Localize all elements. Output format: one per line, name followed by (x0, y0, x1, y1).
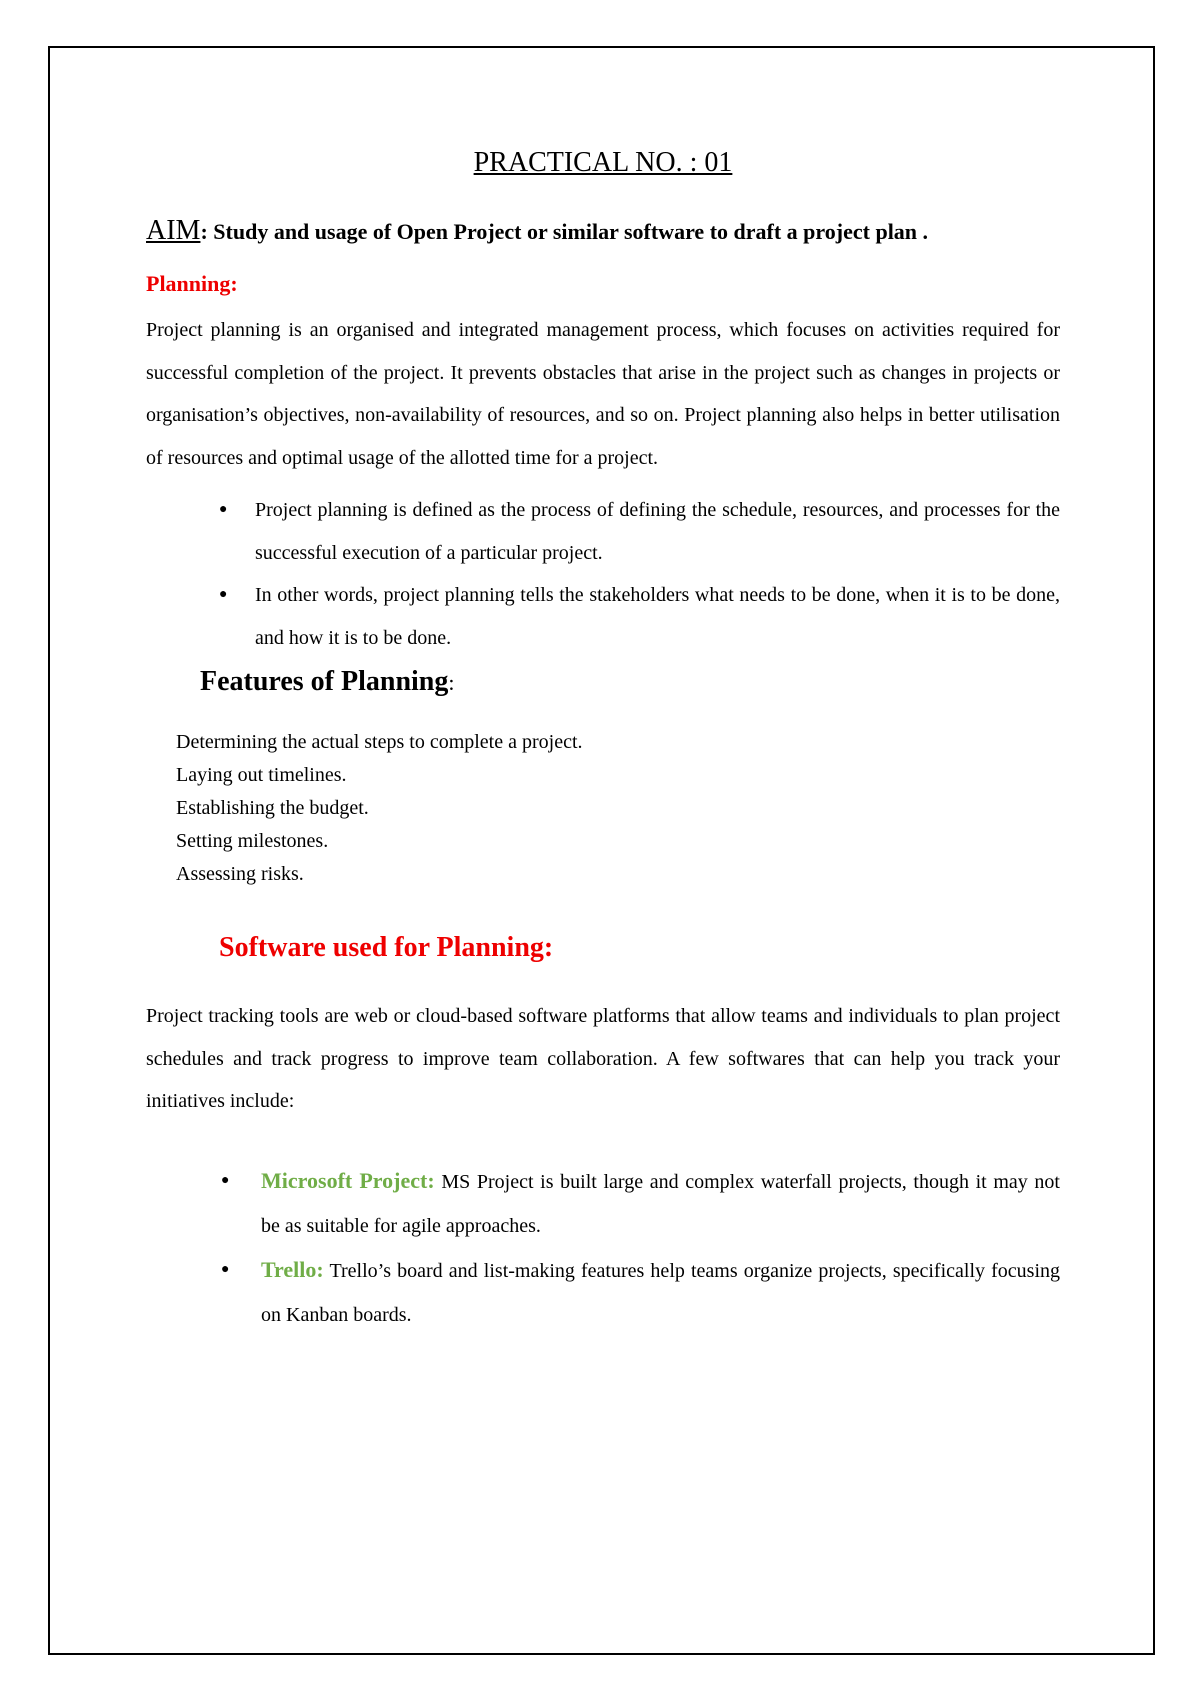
aim-label: AIM (146, 215, 201, 246)
list-item (221, 1248, 1060, 1337)
software-bullet-list (146, 1159, 1060, 1337)
features-list (176, 726, 1060, 891)
features-heading (200, 659, 1060, 706)
list-item: Determining the actual steps to complete a project. (176, 731, 583, 753)
planning-bullet-text: In other words, project planning tells the stakeholders what needs to be done, when it is to be done, and how it is to be done. (255, 584, 1060, 649)
tool-description: MS Project is built large and complex waterfall projects, though it may not be as suitable for agile approaches. (261, 1170, 1060, 1237)
features-heading-colon: : (448, 670, 455, 695)
bullet-icon: ● (221, 1261, 230, 1277)
software-paragraph: Project tracking tools are web or cloud-based software platforms that allow teams and individuals to plan project schedules and track progress to improve team collaboration. A few softwares that can help you track your initiatives include: (146, 1005, 1060, 1112)
aim-text: Study and usage of Open Project or similar software to draft a project plan . (207, 219, 929, 244)
aim-section (146, 212, 1060, 251)
tool-name-microsoft-project: Microsoft Project: (261, 1167, 435, 1193)
bullet-icon: ● (219, 502, 228, 517)
planning-paragraph: Project planning is an organised and integrated management process, which focuses on activities required for successful completion of the project. It prevents obstacles that arise in the project such as changes in projects or organisation’s objectives, non-availability of resources, and so on. Project planning also helps in better utilisation of resources and optimal usage of the allotted time for a project. (146, 319, 1060, 469)
software-heading: Software used for Planning: (219, 932, 554, 963)
list-item (201, 574, 1060, 659)
bullet-icon: ● (219, 587, 228, 602)
features-heading-text: Features of Planning (200, 666, 449, 697)
list-item (221, 1159, 1060, 1248)
list-item: Setting milestones. (176, 830, 329, 852)
tool-description: Trello’s board and list-making features help teams organize projects, specifically focusing on Kanban boards. (261, 1259, 1060, 1326)
list-item: Laying out timelines. (176, 764, 347, 786)
tool-name-trello: Trello: (261, 1256, 324, 1282)
planning-bullet-text: Project planning is defined as the process of defining the schedule, resources, and processes for the successful execution of a particular project. (255, 499, 1060, 564)
list-item (201, 489, 1060, 574)
list-item: Establishing the budget. (176, 797, 369, 819)
planning-bullet-list (146, 489, 1060, 659)
planning-heading: Planning: (146, 271, 238, 296)
aim-colon: : (200, 219, 208, 244)
list-item: Assessing risks. (176, 863, 304, 885)
practical-title: PRACTICAL NO. : 01 (473, 147, 733, 178)
document-content (146, 140, 1060, 1337)
bullet-icon: ● (221, 1172, 230, 1188)
